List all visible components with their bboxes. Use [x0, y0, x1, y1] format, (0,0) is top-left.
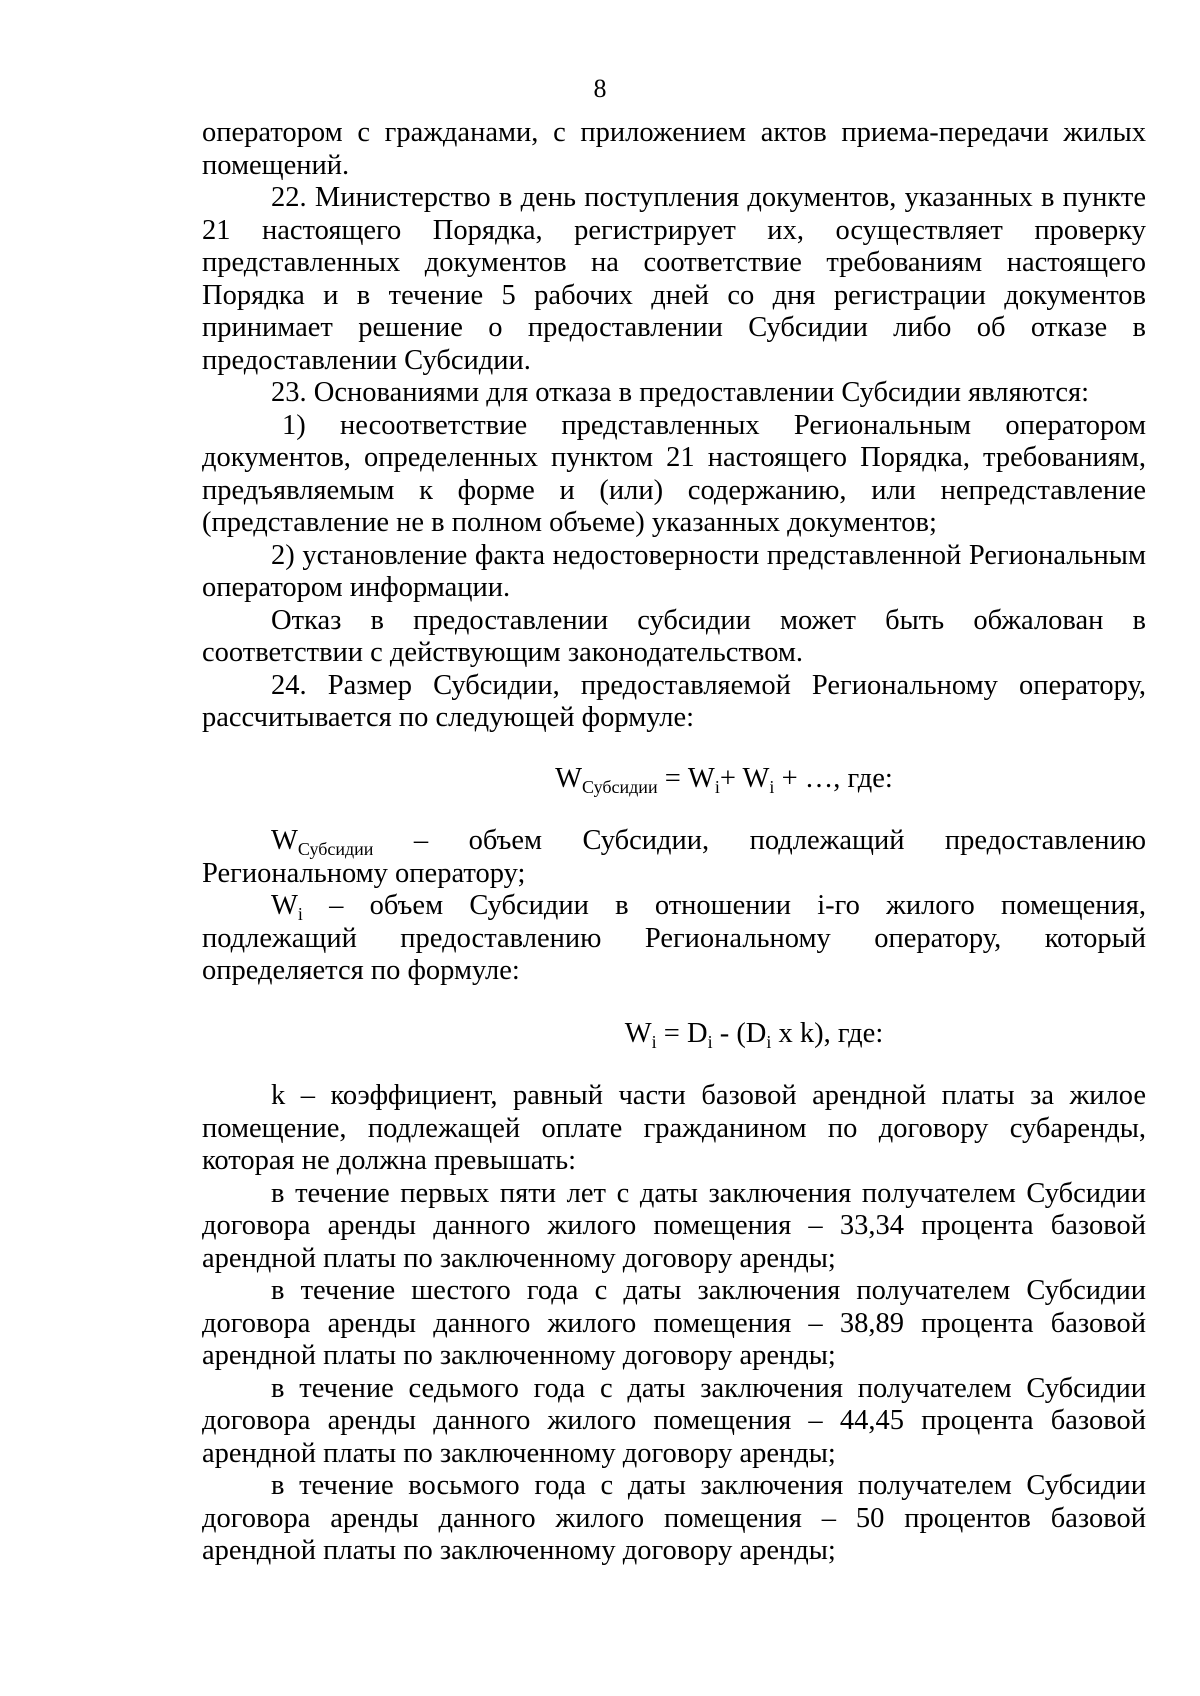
k-item-3: в течение седьмого года с даты заключения получателем Субсидии договора аренды данного жилого помещения – 44,45 процента базовой арендной платы по заключенному договору аренды;	[202, 1372, 1146, 1469]
k-item-1: в течение первых пяти лет с даты заключения получателем Субсидии договора аренды данного жилого помещения – 33,34 процента базовой арендной платы по заключенному договору аренды;	[202, 1177, 1146, 1274]
paragraph-22: 22. Министерство в день поступления документов, указанных в пункте 21 настоящего Порядка, регистрирует их, осуществляет проверку представленных документов на соответствие требованиям настоящего Порядка и в течение 5 рабочих дней со дня регистрации документов принимает решение о предоставлении Субсидии либо об отказе в предоставлении Субсидии.	[202, 182, 1146, 376]
paragraph-23-item-1: 1) несоответствие представленных Региональным оператором документов, определенных пунктом 21 настоящего Порядка, требованиям, предъявляемым к форме и (или) содержанию, или непредставление (представление не в полном объеме) указанных документов;	[202, 409, 1146, 538]
definition-k: k – коэффициент, равный части базовой арендной платы за жилое помещение, подлежащей оплате гражданином по договору субаренды, которая не должна превышать:	[202, 1080, 1146, 1176]
definition-w-i: $W_i$ – объем Субсидии в отношении i-го жилого помещения, подлежащий предоставлению Региональному оператору, который определяется по формуле:	[202, 890, 1146, 986]
paragraph-23: 23. Основаниями для отказа в предоставлении Субсидии являются:	[271, 377, 1089, 408]
formula-subsidy-total: $W_{Субсидии} = W_i+ W_i$ + …, где:	[555, 762, 893, 797]
paragraph-23-item-2: 2) установление факта недостоверности представленной Региональным оператором информации.	[202, 539, 1146, 603]
definition-w-subsidy-continuation: Региональному оператору;	[202, 857, 526, 889]
paragraph-24: 24. Размер Субсидии, предоставляемой Региональному оператору, рассчитывается по следующей формуле:	[202, 669, 1146, 733]
page-number: 8	[593, 74, 607, 103]
k-item-4: в течение восьмого года с даты заключения получателем Субсидии договора аренды данного жилого помещения – 50 процентов базовой арендной платы по заключенному договору аренды;	[202, 1470, 1146, 1566]
definition-w-subsidy: $W_{Субсидии}$ – объем Субсидии, подлежащий предоставлению	[271, 825, 1146, 859]
paragraph-refusal-appeal: Отказ в предоставлении субсидии может быть обжалован в соответствии с действующим законодательством.	[202, 604, 1146, 668]
k-item-2: в течение шестого года с даты заключения получателем Субсидии договора аренды данного жилого помещения – 38,89 процента базовой арендной платы по заключенному договору аренды;	[202, 1275, 1146, 1371]
document-body	[202, 117, 1146, 1568]
paragraph-continuation: оператором с гражданами, с приложением актов приема-передачи жилых помещений.	[202, 117, 1146, 181]
formula-w-i: $W_i = D_i - (D_i$ x k), где:	[624, 1017, 884, 1052]
